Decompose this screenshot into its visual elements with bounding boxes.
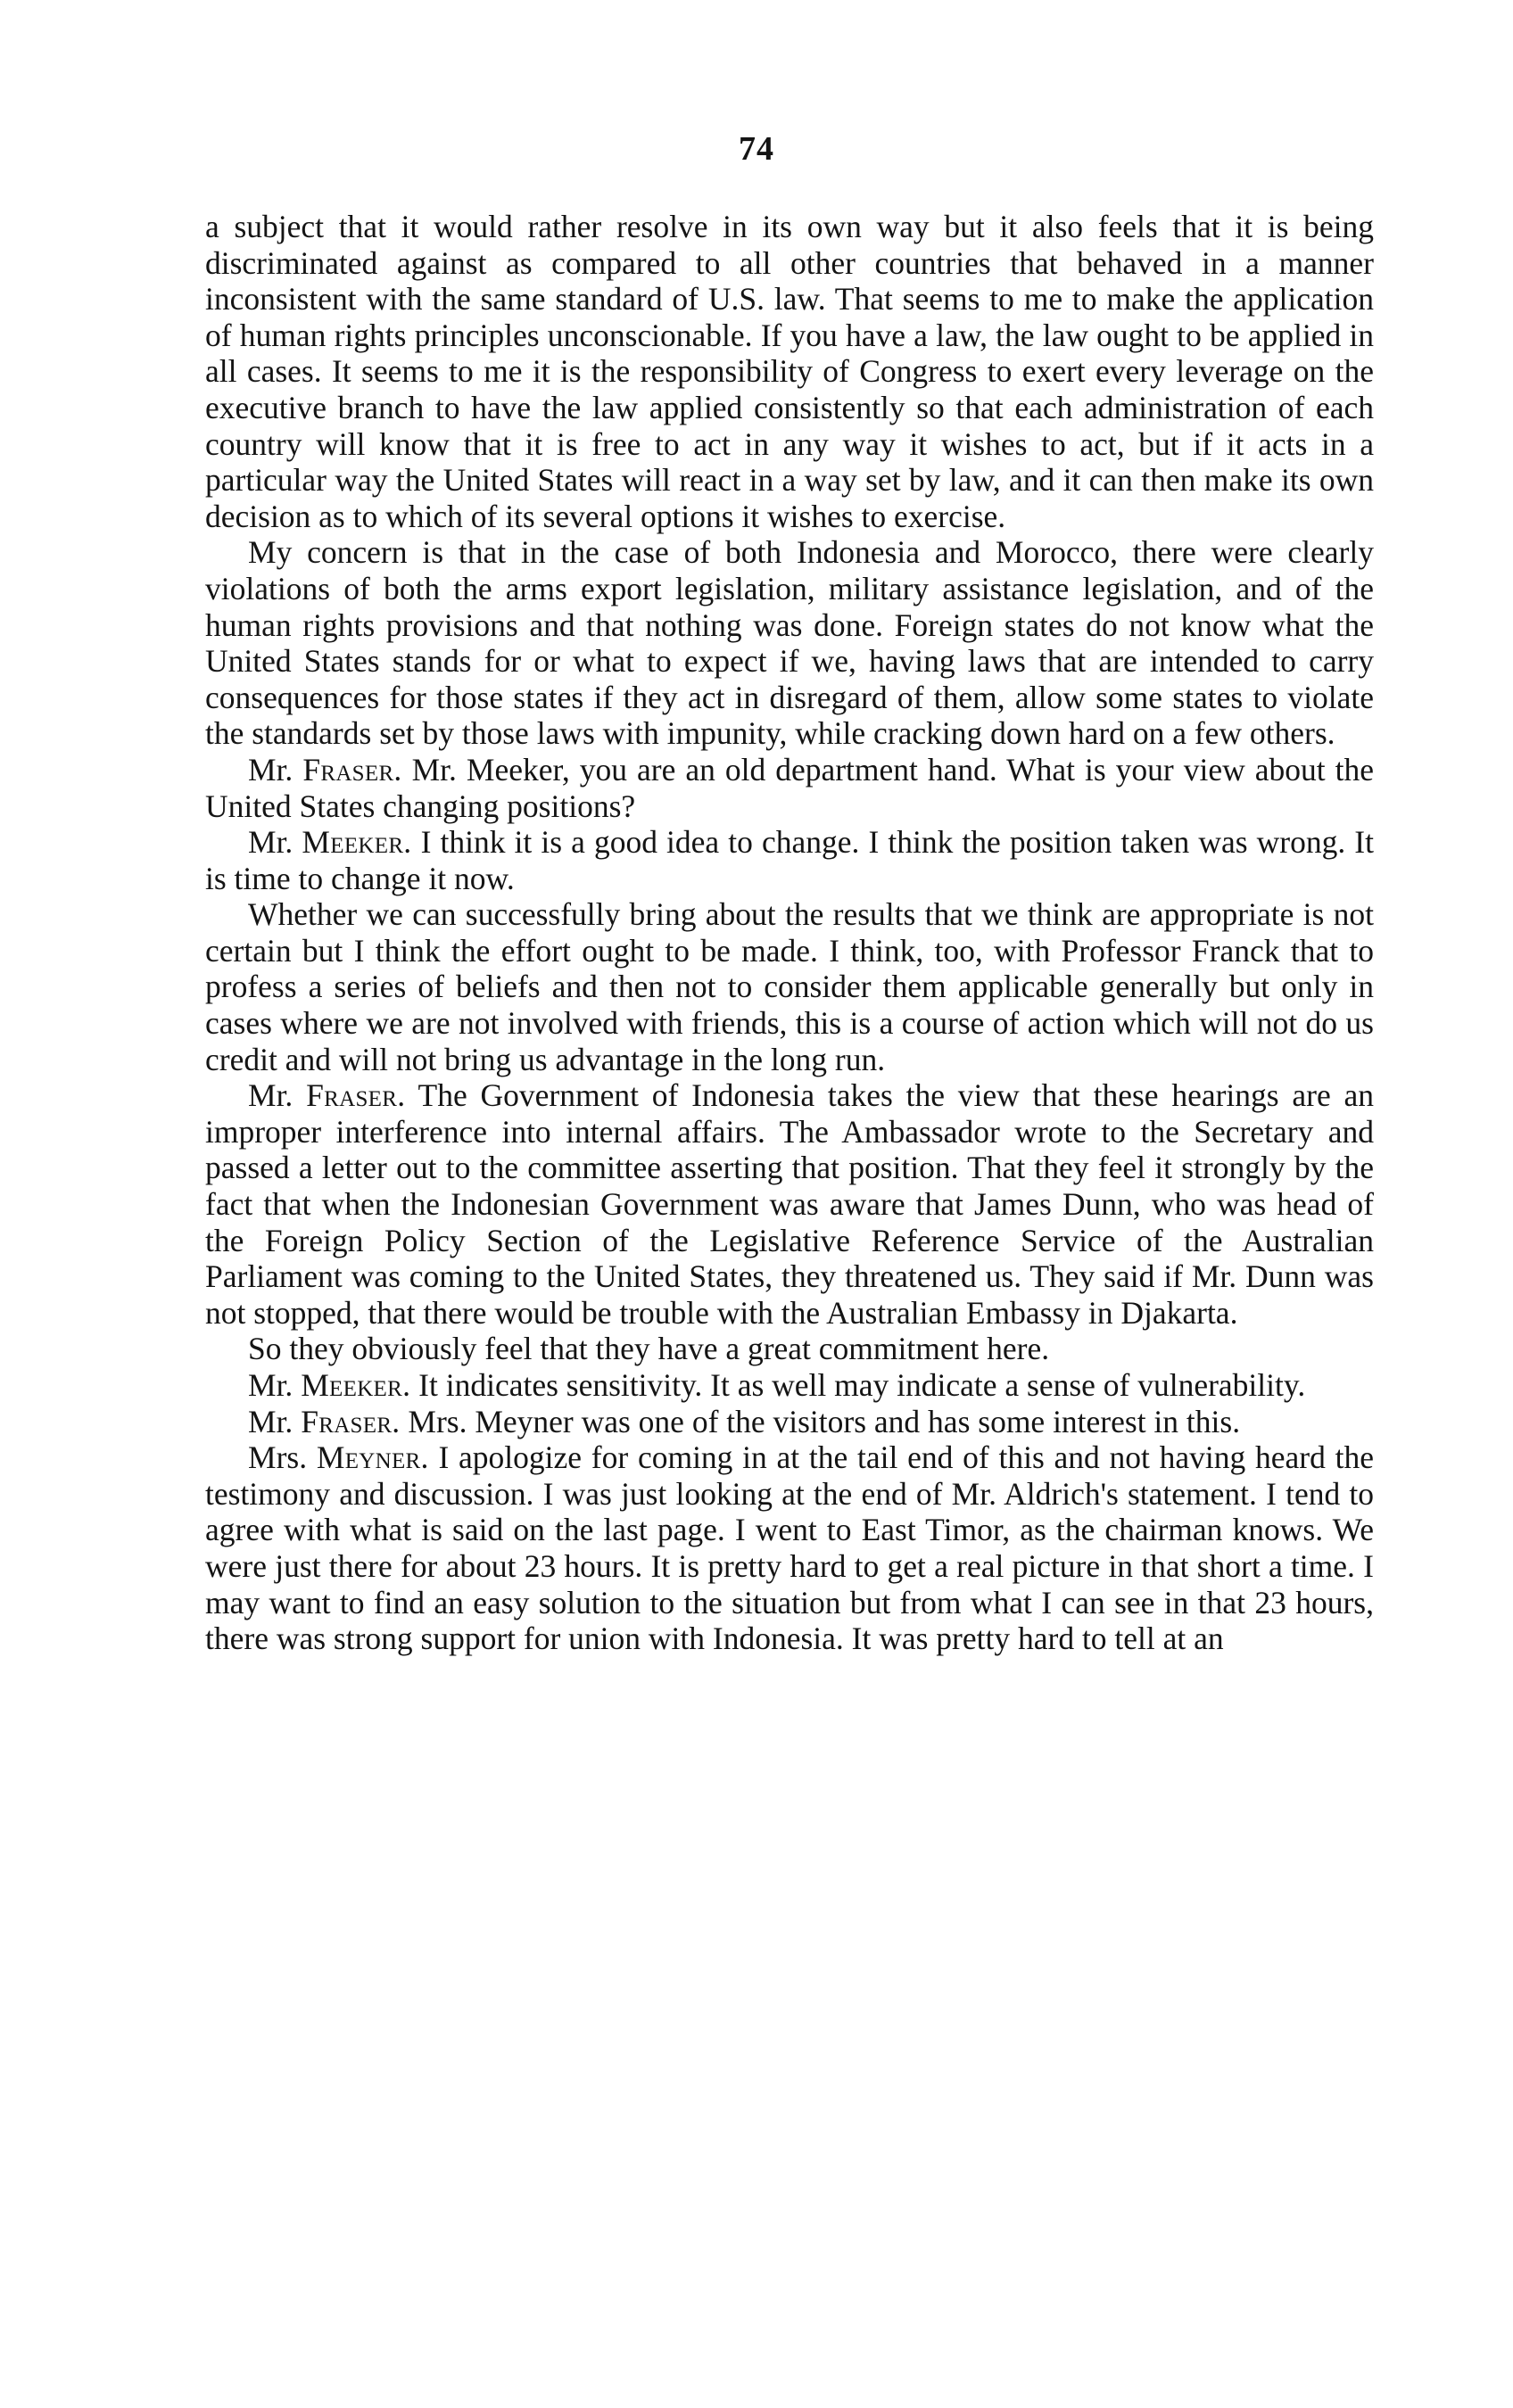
paragraph-5 (205, 896, 1374, 1077)
paragraph-text: My concern is that in the case of both Indonesia and Morocco, there were clearly violations of both the arms export legislation, military assistance legislation, and of the human rights provisions and that nothing was done. Foreign states do not know what the United States stands for or what to expect if we, having laws that are intended to carry consequences for those states if they act in disregard of them, allow some states to violate the standards set by those laws with impunity, while cracking down hard on a few others. (205, 534, 1374, 752)
paragraph-6 (205, 1077, 1374, 1331)
paragraph-text: The Government of Indonesia takes the view that these hearings are an improper interference into internal affairs. The Ambassador wrote to the Secretary and passed a letter out to the committee asserting that position. That they feel it strongly by the fact that when the Indonesian Government was aware that James Dunn, who was head of the Foreign Policy Section of the Legislative Reference Service of the Australian Parliament was coming to the United States, they threatened us. They said if Mr. Dunn was not stopped, that there would be trouble with the Australian Embassy in Djakarta. (205, 1077, 1374, 1331)
speaker-name: Fraser. (301, 1403, 401, 1439)
paragraph-7 (205, 1331, 1374, 1367)
paragraph-text: I apologize for coming in at the tail end of this and not having heard the testimony and discussion. I was just looking at the end of Mr. Aldrich's statement. I tend to agree with what is said on the last page. I went to East Timor, as the chairman knows. We were just there for about 23 hours. It is pretty hard to get a real picture in that short a time. I may want to find an easy solution to the situation but from what I can see in that 23 hours, there was strong support for union with Indonesia. It was pretty hard to tell at an (205, 1439, 1374, 1657)
paragraph-text: It indicates sensitivity. It as well may indicate a sense of vulnerability. (410, 1367, 1306, 1403)
paragraph-text: Whether we can successfully bring about the results that we think are appropriate is not certain but I think the effort ought to be made. I think, too, with Professor Franck that to profess a series of beliefs and then not to consider them applicable generally but only in cases where we are not involved with friends, this is a course of action which will not do us credit and will not bring us advantage in the long run. (205, 896, 1374, 1077)
paragraph-text: I think it is a good idea to change. I think the position taken was wrong. It is time to change it now. (205, 824, 1374, 896)
speaker-name: Meeker. (302, 824, 412, 861)
speaker-title: Mr. (248, 1403, 302, 1439)
speaker-name: Meeker. (301, 1367, 411, 1403)
paragraph-9 (205, 1404, 1374, 1440)
paragraph-1 (205, 209, 1374, 534)
speaker-title: Mr. (248, 1077, 307, 1114)
paragraph-10 (205, 1439, 1374, 1657)
hearing-transcript-body (205, 209, 1374, 1657)
speaker-title: Mr. (248, 1367, 302, 1403)
speaker-name: Fraser. (302, 751, 402, 788)
paragraph-text: So they obviously feel that they have a great commitment here. (248, 1331, 1050, 1367)
paragraph-4 (205, 824, 1374, 896)
page-number: 74 (739, 130, 774, 168)
paragraph-text: Mr. Meeker, you are an old department hand. What is your view about the United States changing positions? (205, 751, 1374, 824)
speaker-name: Meyner. (316, 1439, 429, 1476)
speaker-title: Mr. (248, 751, 303, 788)
paragraph-text: a subject that it would rather resolve in its own way but it also feels that it is being discriminated against as compared to all other countries that behaved in a manner inconsistent with the same standard of U.S. law. That seems to me to make the application of human rights principles unconscionable. If you have a law, the law ought to be applied in all cases. It seems to me it is the responsibility of Congress to exert every leverage on the executive branch to have the law applied consistently so that each administration of each country will know that it is free to act in any way it wishes to act, but if it acts in a particular way the United States will react in a way set by law, and it can then make its own decision as to which of its several options it wishes to exercise. (205, 209, 1374, 534)
paragraph-8 (205, 1367, 1374, 1404)
speaker-name: Fraser. (306, 1077, 406, 1114)
speaker-title: Mr. (248, 824, 302, 861)
speaker-title: Mrs. (248, 1439, 317, 1476)
paragraph-2 (205, 534, 1374, 752)
paragraph-3 (205, 752, 1374, 824)
paragraph-text: Mrs. Meyner was one of the visitors and has some interest in this. (400, 1403, 1241, 1439)
